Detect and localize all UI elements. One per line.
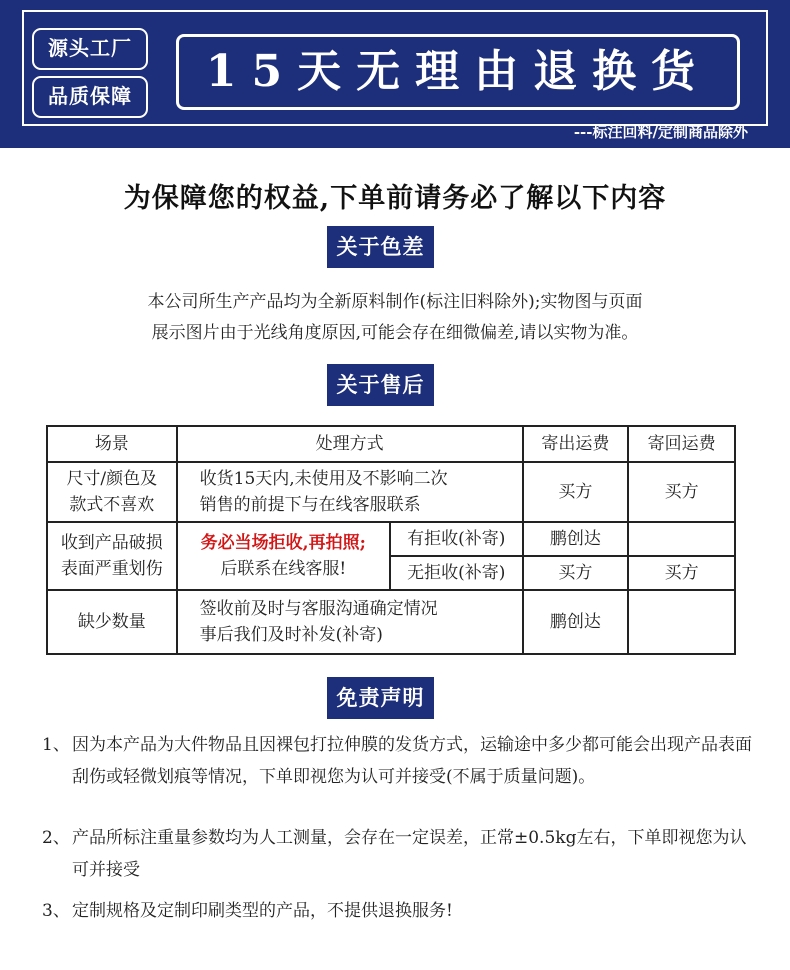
return-fee-cell [628, 590, 735, 654]
list-item-text: 定制规格及定制印刷类型的产品，不提供退换服务! [72, 901, 453, 921]
banner-exception-note: ---标注回料/定制商品除外 [573, 123, 748, 141]
factory-badge: 源头工厂 [32, 28, 148, 70]
list-item [42, 895, 760, 927]
table-header-row [47, 426, 735, 462]
list-item-text: 因为本产品为大件物品且因裸包打拉伸膜的发货方式，运输途中多少都可能会出现产品表面刮伤或轻微划痕等情况，下单即视您为认可并接受(不属于质量问题)。 [72, 735, 752, 787]
header-send-fee: 寄出运费 [523, 426, 629, 462]
after-sales-table [46, 425, 736, 655]
list-item-number: 2、 [42, 828, 70, 848]
send-fee-cell: 鹏创达 [523, 522, 629, 556]
page-headline: 为保障您的权益,下单前请务必了解以下内容 [123, 183, 667, 214]
disclaimer-label: 免责声明 [327, 677, 434, 719]
return-fee-cell: 买方 [628, 556, 735, 590]
scene-cell: 尺寸/颜色及 款式不喜欢 [47, 462, 177, 522]
table-row [47, 590, 735, 654]
header-banner [0, 0, 790, 148]
quality-badge: 品质保障 [32, 76, 148, 118]
list-item [42, 729, 760, 793]
method-cell [177, 522, 390, 590]
scene-cell: 收到产品破损 表面严重划伤 [47, 522, 177, 590]
header-method: 处理方式 [177, 426, 523, 462]
color-note-line-1: 本公司所生产产品均为全新原料制作(标注旧料除外);实物图与页面 [147, 292, 643, 312]
list-item-number: 3、 [42, 901, 70, 921]
method-cell: 签收前及时与客服沟通确定情况 事后我们及时补发(补寄) [177, 590, 523, 654]
header-return-fee: 寄回运费 [628, 426, 735, 462]
sub-case-cell: 有拒收(补寄) [390, 522, 523, 556]
scene-cell: 缺少数量 [47, 590, 177, 654]
color-note-line-2: 展示图片由于光线角度原因,可能会存在细微偏差,请以实物为准。 [151, 323, 639, 343]
table-row [47, 522, 735, 556]
return-fee-cell: 买方 [628, 462, 735, 522]
method-followup-text: 后联系在线客服! [220, 559, 347, 579]
method-cell: 收货15天内,未使用及不影响二次 销售的前提下与在线客服联系 [177, 462, 523, 522]
list-item-text: 产品所标注重量参数均为人工测量，会存在一定误差，正常±0.5kg左右，下单即视您为认可并接受 [72, 828, 747, 880]
send-fee-cell: 鹏创达 [523, 590, 629, 654]
list-item [42, 822, 760, 886]
header-scene: 场景 [47, 426, 177, 462]
send-fee-cell: 买方 [523, 556, 629, 590]
send-fee-cell: 买方 [523, 462, 629, 522]
table-row [47, 462, 735, 522]
return-fee-cell [628, 522, 735, 556]
method-warning-text: 务必当场拒收,再拍照; [200, 533, 366, 553]
list-item-number: 1、 [42, 735, 70, 755]
after-sales-label: 关于售后 [327, 364, 434, 406]
sub-case-cell: 无拒收(补寄) [390, 556, 523, 590]
return-policy-title: 15天无理由退换货 [176, 34, 740, 110]
color-difference-label: 关于色差 [327, 226, 434, 268]
